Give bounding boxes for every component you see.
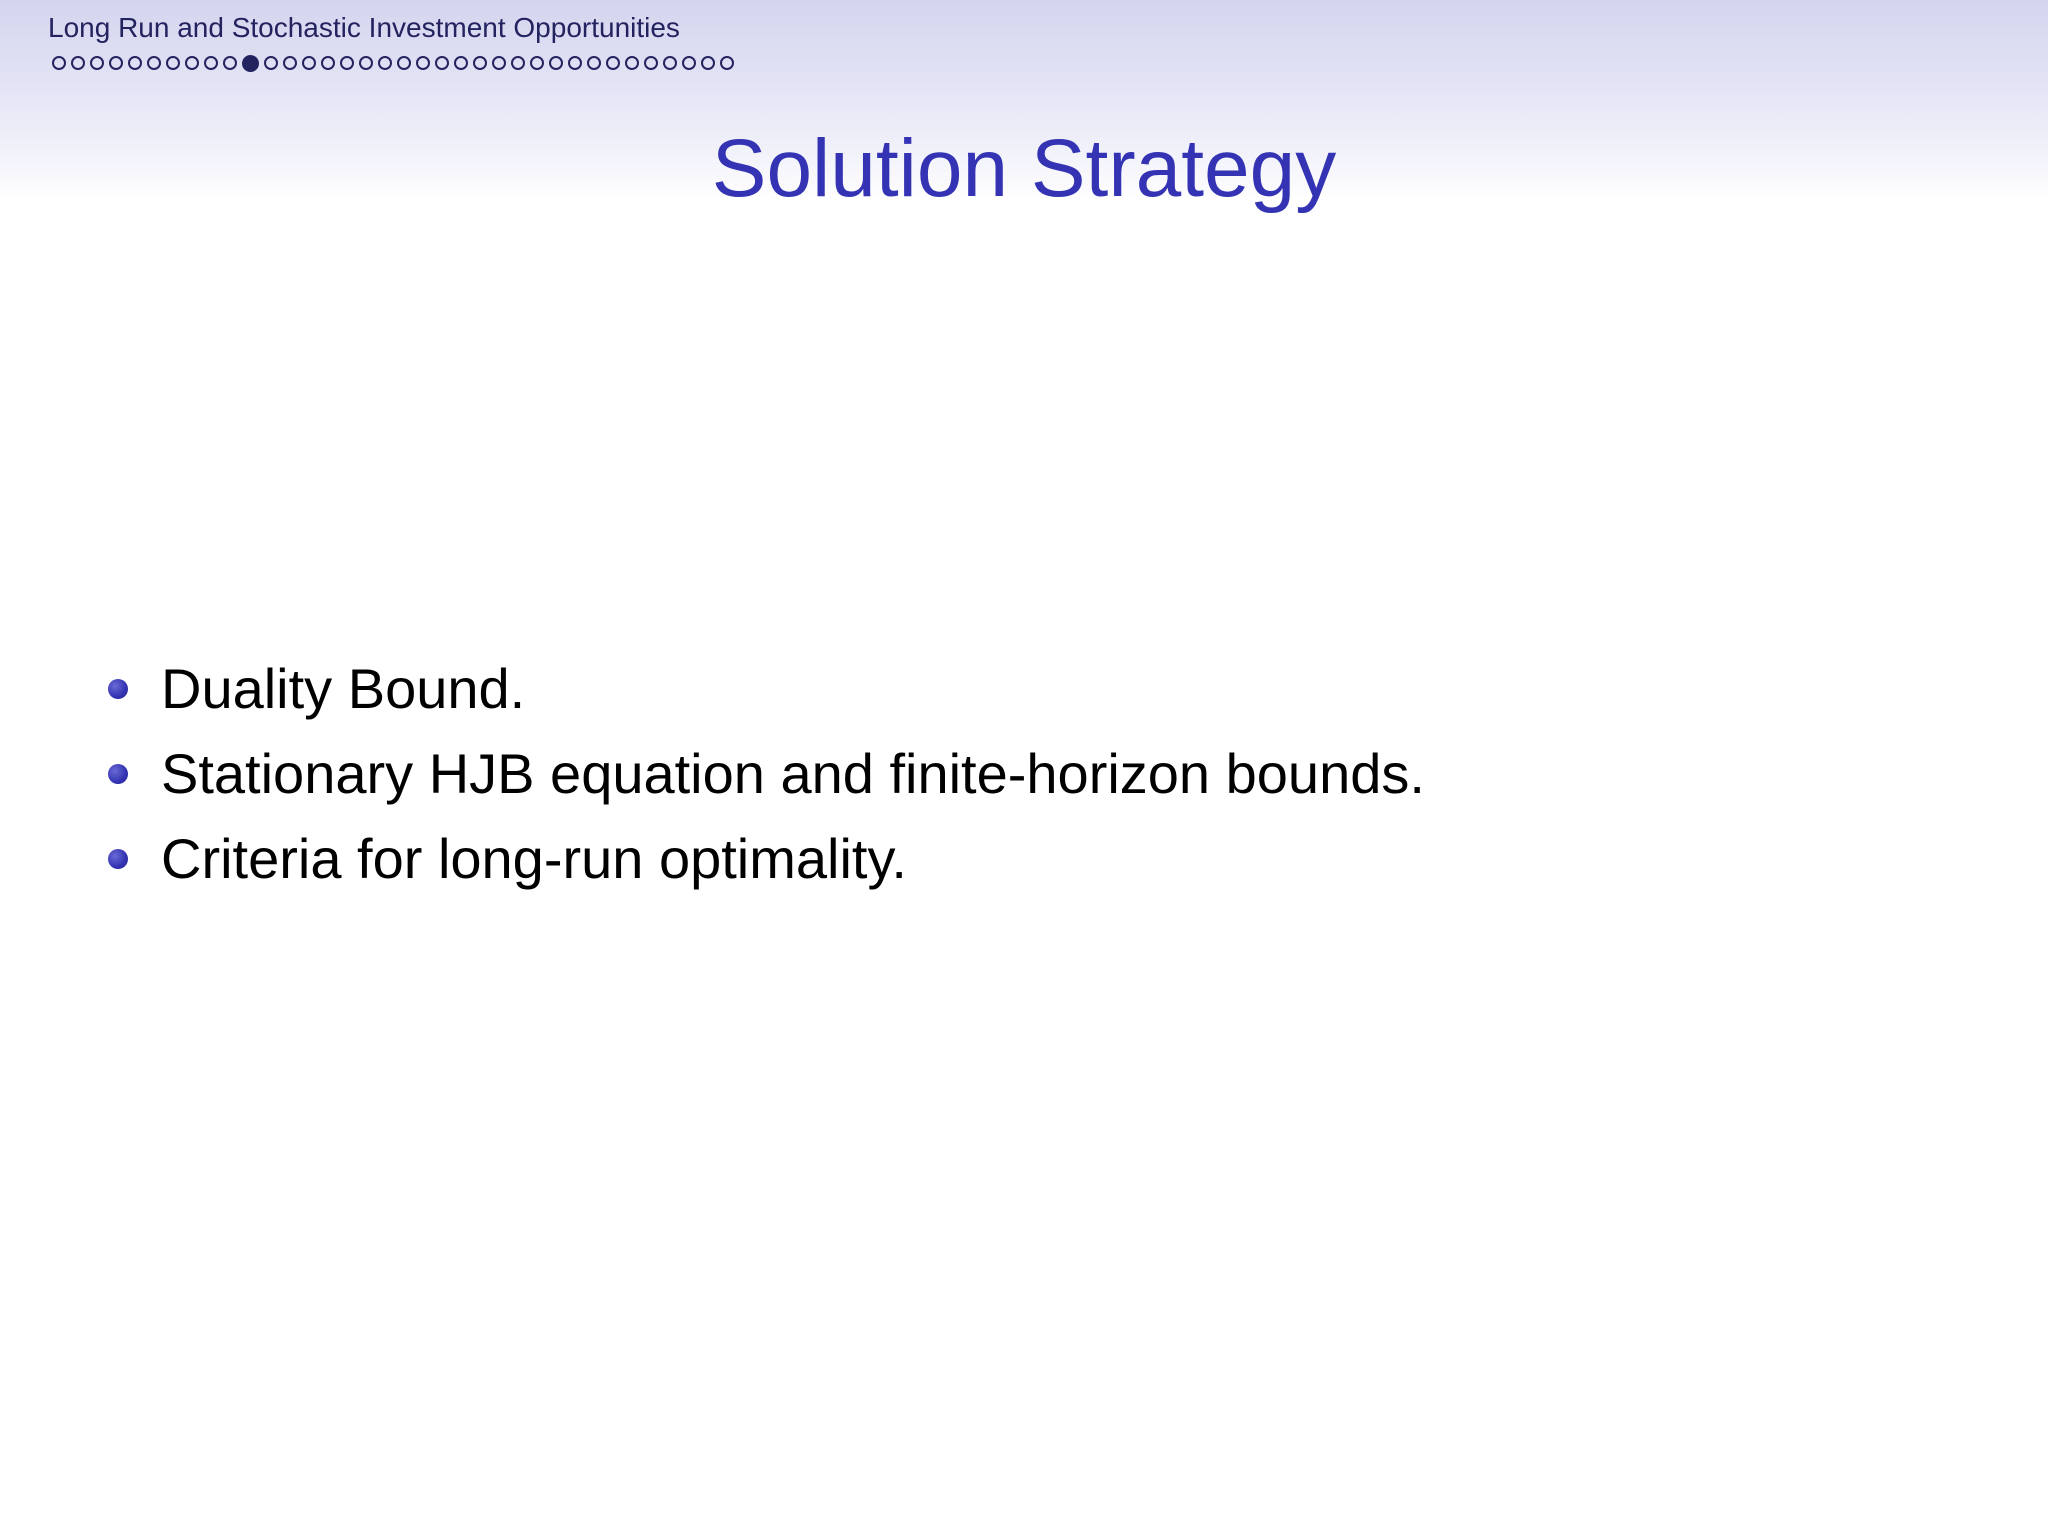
bullet-text: Stationary HJB equation and finite-horizon bounds. [161,742,1425,805]
frame-dot[interactable] [90,56,104,70]
bullet-icon [108,849,128,869]
frame-dot[interactable] [587,56,601,70]
section-title[interactable]: Long Run and Stochastic Investment Opportunities [48,12,680,43]
bullet-text: Duality Bound. [161,657,526,720]
frame-dot[interactable] [606,56,620,70]
frame-dot[interactable] [530,56,544,70]
frame-dot[interactable] [720,56,734,70]
frame-dot[interactable] [397,56,411,70]
frame-dot[interactable] [378,56,392,70]
frame-title: Solution Strategy [711,123,1337,214]
bullet-item [108,816,1425,901]
frame-dot[interactable] [701,56,715,70]
bullet-item [108,646,1425,731]
frame-dot-current[interactable] [242,55,259,72]
frame-dot[interactable] [223,56,237,70]
frame-dot[interactable] [454,56,468,70]
frame-dot[interactable] [511,56,525,70]
frame-dot[interactable] [492,56,506,70]
frame-dot[interactable] [549,56,563,70]
frame-dot[interactable] [283,56,297,70]
frame-dot[interactable] [185,56,199,70]
frame-dot[interactable] [264,56,278,70]
frame-dot[interactable] [302,56,316,70]
frame-dot[interactable] [204,56,218,70]
frame-dot[interactable] [625,56,639,70]
frame-dot[interactable] [52,56,66,70]
frame-dot[interactable] [416,56,430,70]
frame-dot[interactable] [435,56,449,70]
frame-dot[interactable] [71,56,85,70]
bullet-list [108,646,1425,901]
frame-dot[interactable] [128,56,142,70]
frame-dot[interactable] [147,56,161,70]
frame-dot[interactable] [340,56,354,70]
bullet-icon [108,764,128,784]
frame-dot[interactable] [568,56,582,70]
bullet-text: Criteria for long-run optimality. [161,827,907,890]
bullet-item [108,731,1425,816]
frame-dot[interactable] [109,56,123,70]
frame-dot[interactable] [321,56,335,70]
frame-navigation-dots [52,56,734,72]
frame-dot[interactable] [166,56,180,70]
frame-dot[interactable] [663,56,677,70]
frame-dot[interactable] [359,56,373,70]
frame-dot[interactable] [473,56,487,70]
frame-dot[interactable] [644,56,658,70]
frame-dot[interactable] [682,56,696,70]
bullet-icon [108,679,128,699]
